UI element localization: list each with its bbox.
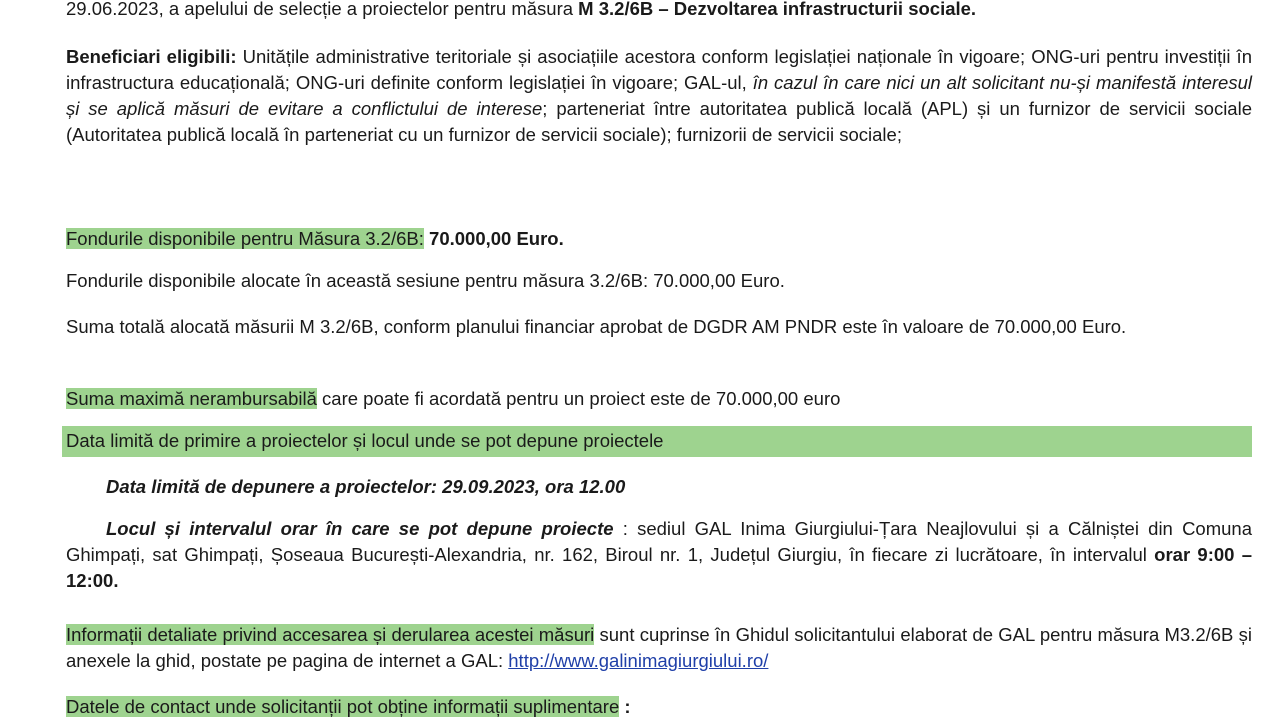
suma-totala-paragraph: Suma totală alocată măsurii M 3.2/6B, conform planului financiar aprobat de DGDR AM PNDR este în valoare de 70.000,00 Euro. [66, 316, 1127, 337]
contact-label: Datele de contact unde solicitanții pot obține informații suplimentare [66, 696, 620, 717]
fonduri-value: 70.000,00 Euro. [423, 228, 564, 249]
data-limita-heading: Data limită de primire a proiectelor și locul unde se pot depune proiectele [66, 430, 664, 451]
measure-title: M 3.2/6B – Dezvoltarea infrastructurii sociale. [578, 0, 977, 19]
fonduri-sesiune: Fondurile disponibile alocate în această sesiune pentru măsura 3.2/6B: 70.000,00 Euro. [66, 270, 785, 291]
contact-heading: Datele de contact unde solicitanții pot obține informații suplimentare : [66, 696, 631, 717]
informatii-label: Informații detaliate privind accesarea și derularea acestei măsuri [66, 624, 595, 645]
beneficiari-paragraph: Beneficiari eligibili: Unitățile administrative teritoriale și asociațiile acestora conform legislației naționale în vigoare; ONG-uri pentru investiții în infrastructura educațională; ONG-uri definite conform legislației în vigoare; GAL-ul, în cazul în care nici un alt solicitant nu-și manifestă interesul și se aplică măsuri de evitare a conflictului de interese; parteneriat între autoritatea publică locală (APL) și un furnizor de servicii sociale (Autoritatea publică locală în parteneriat cu un furnizor de servicii sociale); furnizorii de servicii sociale; [66, 46, 1252, 145]
locul-paragraph: Locul și intervalul orar în care se pot depune proiecte : sediul GAL Inima Giurgiului-Țara Neajlovului și a Călniștei din Comuna Ghimpați, sat Ghimpați, Șoseaua București-Alexandria, nr. 162, Biroul nr. 1, Județul Giurgiu, în fiecare zi lucrătoare, în intervalul orar 9:00 – 12:00. [66, 518, 1252, 591]
fonduri-heading-label: Fondurile disponibile pentru Măsura 3.2/6B: [66, 228, 424, 249]
suma-maxima-line: Suma maximă nerambursabilă care poate fi acordată pentru un proiect este de 70.000,00 euro [66, 388, 841, 409]
interval-orar: orar 9:00 – 12:00. [66, 544, 1252, 591]
informatii-paragraph: Informații detaliate privind accesarea și derularea acestei măsuri sunt cuprinse în Ghidul solicitantului elaborat de GAL pentru măsura M3.2/6B și anexele la ghid, postate pe pagina de internet a GAL: http://www.galinimagiurgiului.ro/ [66, 624, 1252, 671]
data-limita-value: Data limită de depunere a proiectelor: 29.09.2023, ora 12.00 [106, 476, 626, 497]
beneficiari-label: Beneficiari eligibili: [66, 46, 237, 67]
gal-website-link[interactable]: http://www.galinimagiurgiului.ro/ [508, 650, 769, 671]
suma-maxima-label: Suma maximă nerambursabilă [66, 388, 317, 409]
fonduri-heading [66, 226, 564, 252]
intro-line: 29.06.2023, a apelului de selecție a proiectelor pentru măsura M 3.2/6B – Dezvoltarea infrastructurii sociale. [66, 0, 977, 19]
locul-label: Locul și intervalul orar în care se pot depune proiecte [106, 518, 614, 539]
